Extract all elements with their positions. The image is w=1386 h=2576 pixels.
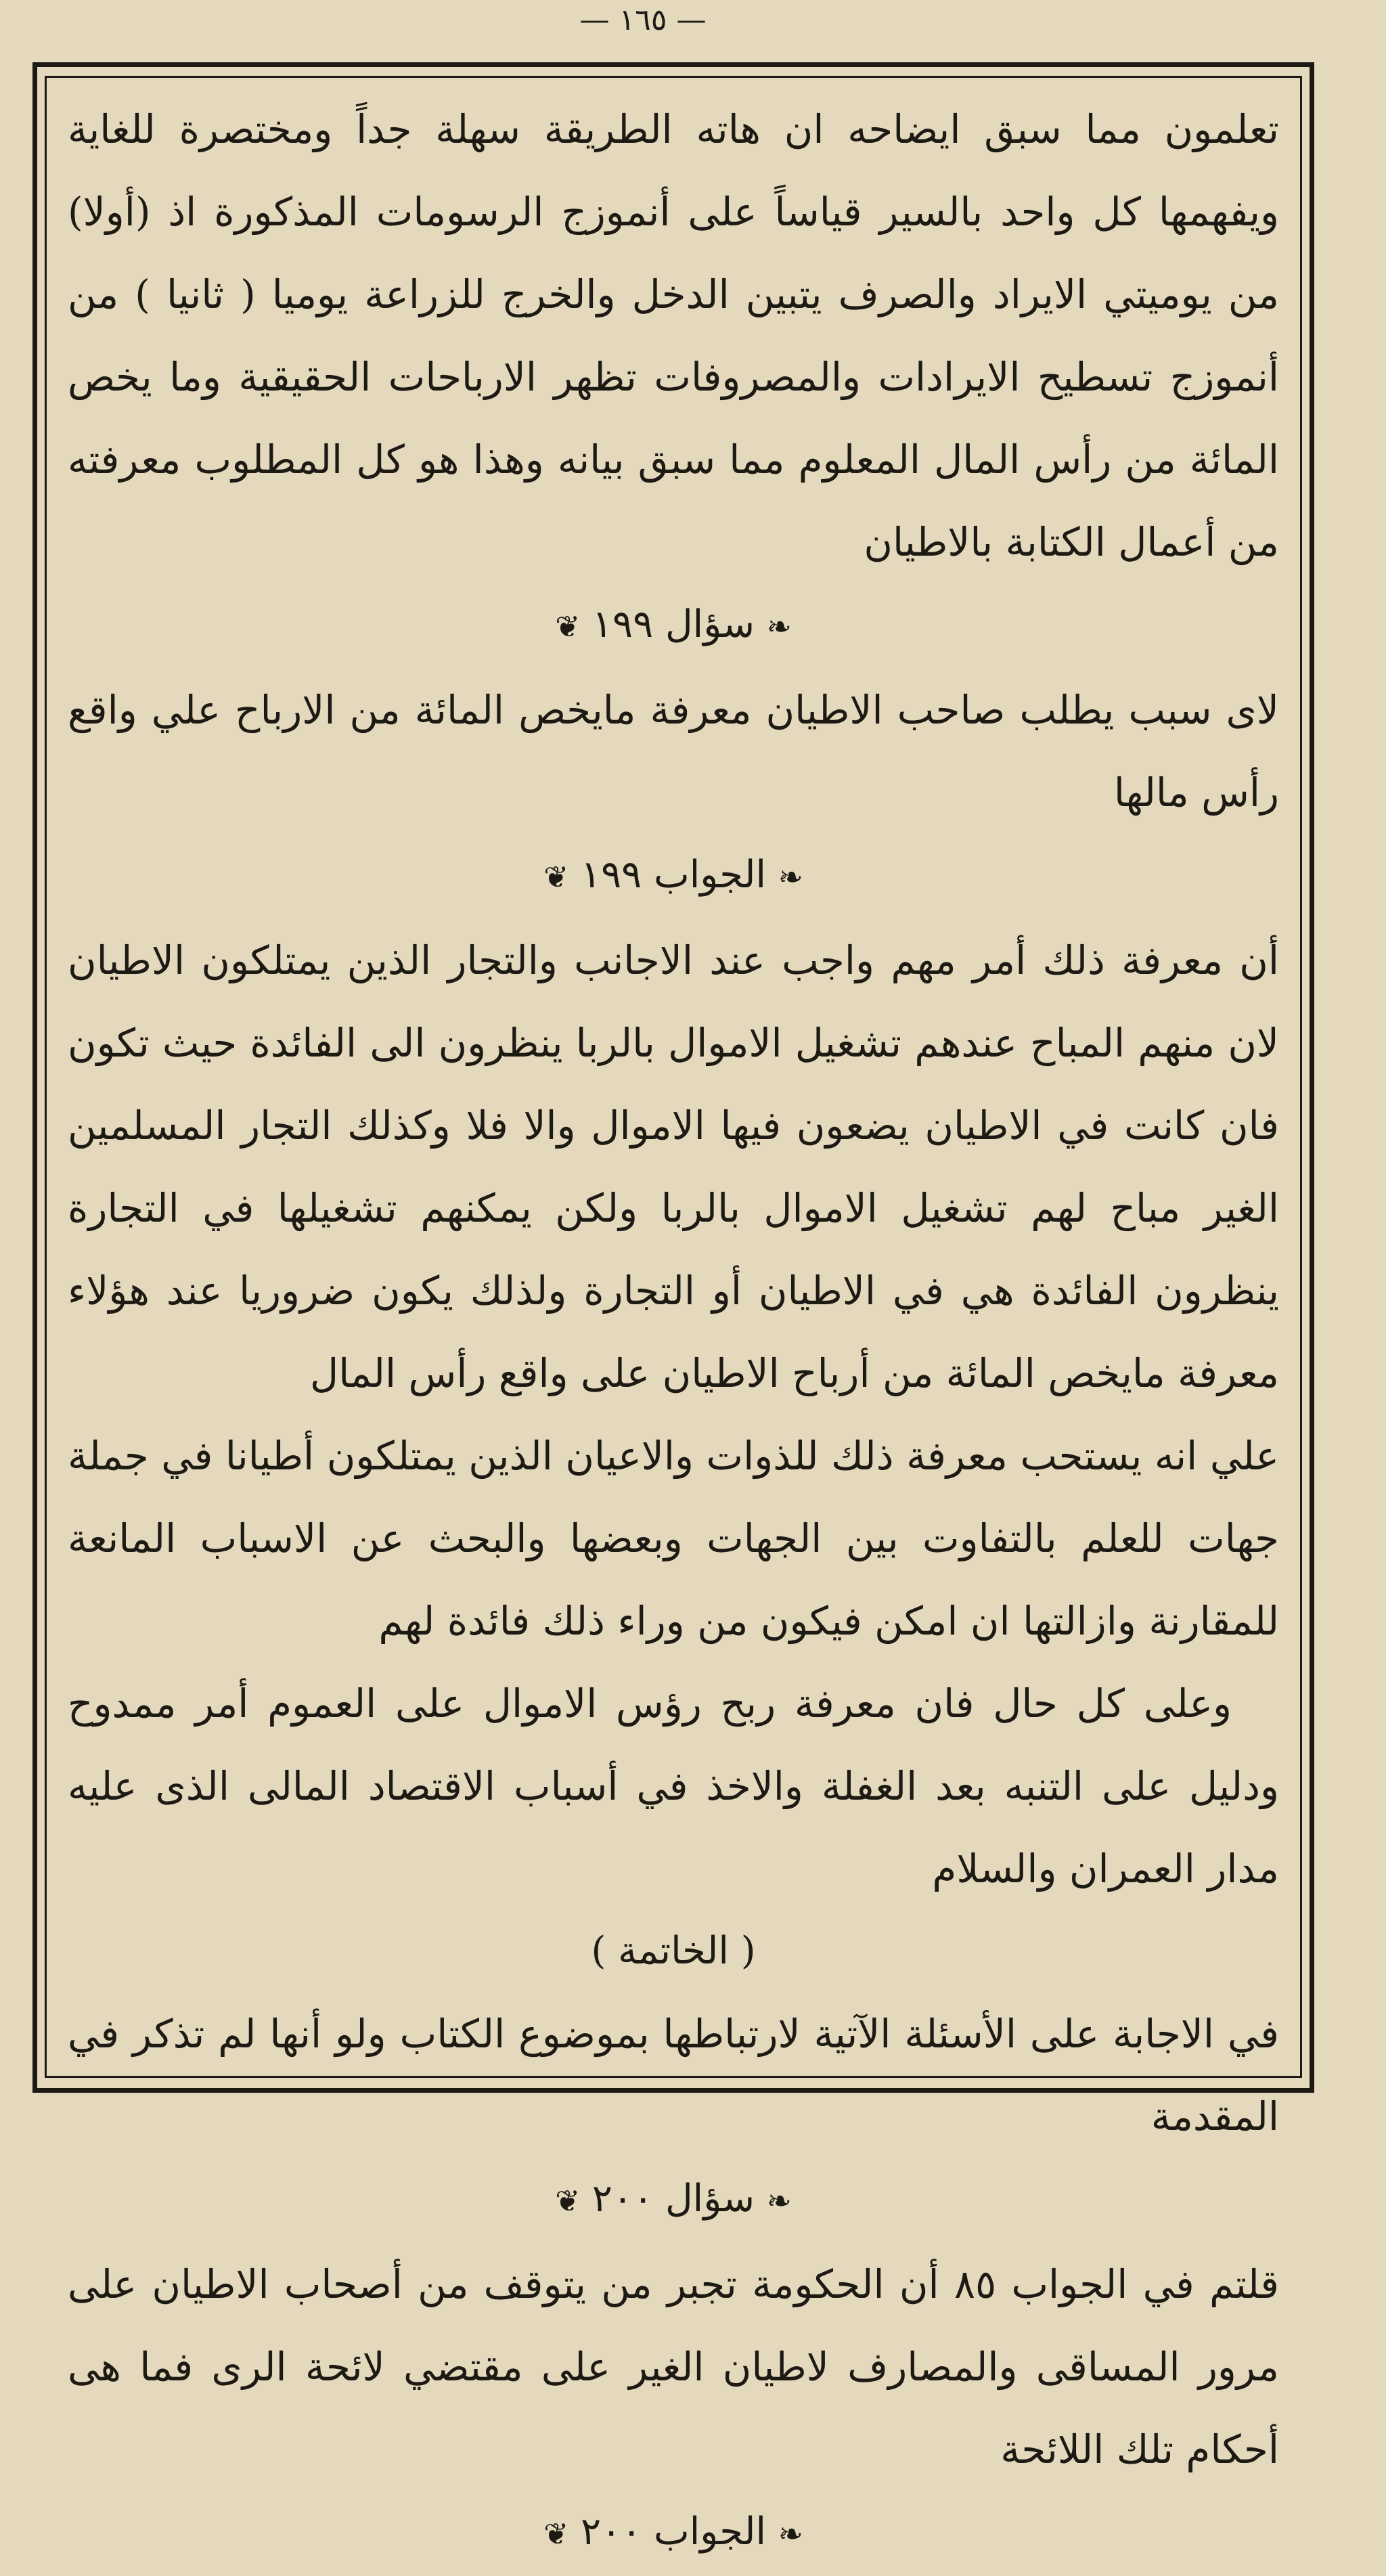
ornament-right-icon: ❧ [766, 2184, 792, 2219]
answer-200-heading [68, 2491, 1279, 2576]
ornament-left-icon: ❦ [543, 2517, 569, 2552]
answer-199-paragraph-2: علي انه يستحب معرفة ذلك للذوات والاعيان الذين يمتلكون أطيانا في جملة جهات للعلم بالتفاوت بين الجهات وبعضها والبحث عن الاسباب المانعة للمقارنة وازالتها ان امكن فيكون من وراء ذلك فائدة لهم [68, 1433, 1279, 1644]
page-number-value: ١٦٥ [619, 3, 667, 37]
intro-paragraph: تعلمون مما سبق ايضاحه ان هاته الطريقة سهلة جداً ومختصرة للغاية ويفهمها كل واحد بالسير قياساً على أنموزج الرسومات المذكورة اذ (أولا) من يوميتي الايراد والصرف يتبين الدخل والخرج للزراعة يوميا ( ثانيا ) من أنموزج تسطيح الايرادات والمصروفات تظهر الارباحات الحقيقية وما يخص المائة من رأس المال المعلوم مما سبق بيانه وهذا هو كل المطلوب معرفته من أعمال الكتابة بالاطيان [68, 106, 1279, 565]
question-199-title: سؤال ١٩٩ [591, 602, 755, 646]
ornament-left-icon: ❦ [543, 860, 569, 895]
question-199-text: لاى سبب يطلب صاحب الاطيان معرفة مايخص المائة من الارباح علي واقع رأس مالها [68, 687, 1279, 816]
conclusion-intro: في الاجابة على الأسئلة الآتية لارتباطها بموضوع الكتاب ولو أنها لم تذكر في المقدمة [68, 2011, 1279, 2139]
answer-199-heading [68, 834, 1279, 919]
question-200-title: سؤال ٢٠٠ [591, 2177, 755, 2221]
answer-199-paragraph-1: أن معرفة ذلك أمر مهم واجب عند الاجانب والتجار الذين يمتلكون الاطيان لان منهم المباح عندهم تشغيل الاموال بالربا ينظرون الى الفائدة حيث تكون فان كانت في الاطيان يضعون فيها الاموال والا فلا وكذلك التجار المسلمين الغير مباح لهم تشغيل الاموال بالربا ولكن يمكنهم تشغيلها في التجارة ينظرون الفائدة هي في الاطيان أو التجارة ولذلك يكون ضروريا عند هؤلاء معرفة مايخص المائة من أرباح الاطيان على واقع رأس المال [68, 937, 1279, 1396]
ornament-right-icon: ❧ [766, 610, 792, 644]
page-number: — ١٦٥ — [579, 3, 707, 37]
answer-200-title: الجواب ٢٠٠ [580, 2510, 766, 2554]
question-199-heading [68, 583, 1279, 669]
answer-199-title: الجواب ١٩٩ [580, 853, 766, 897]
question-200-heading [68, 2158, 1279, 2243]
ornament-right-icon: ❧ [778, 2517, 803, 2552]
answer-199-paragraph-3: وعلى كل حال فان معرفة ربح رؤس الاموال على العموم أمر ممدوح ودليل على التنبه بعد الغفلة والاخذ في أسباب الاقتصاد المالى الذى عليه مدار العمران والسلام [68, 1681, 1279, 1892]
page-content [68, 88, 1280, 2554]
ornament-left-icon: ❦ [555, 2184, 581, 2219]
ornament-right-icon: ❧ [778, 860, 803, 895]
question-200-text: قلتم في الجواب ٨٥ أن الحكومة تجبر من يتوقف من أصحاب الاطيان على مرور المساقى والمصارف لاطيان الغير على مقتضي لائحة الرى فما هى أحكام تلك اللائحة [68, 2261, 1280, 2472]
conclusion-heading: ( الخاتمة ) [591, 1929, 756, 1973]
ornament-left-icon: ❦ [555, 610, 581, 644]
